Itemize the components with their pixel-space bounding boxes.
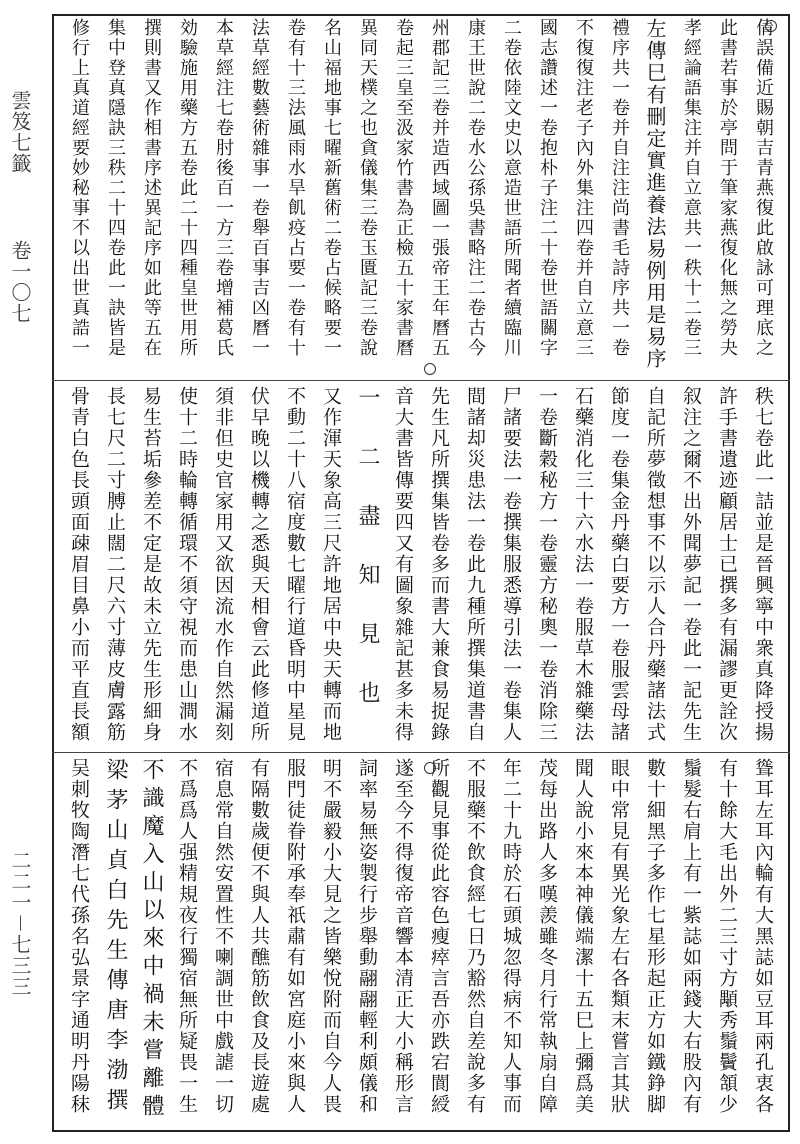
text-column: 又作渾天象高三尺許地居中央天轉而地 xyxy=(320,386,342,743)
text-column: 節度一卷集金丹藥白要方一卷服雲母諸 xyxy=(608,386,630,743)
text-column: 叙注之爾不出外聞夢記一卷此一記先生 xyxy=(680,386,702,743)
text-column: 茂每出路人多嘆羨雖冬月行常執扇自障 xyxy=(536,758,558,1115)
text-column: 禮序共一卷并自注注尚書毛詩序共一卷 xyxy=(609,18,630,358)
text-column: 二卷依陸文史以意造世語所聞者續臨川 xyxy=(501,18,522,358)
text-column: 一二盡知見也 xyxy=(355,386,380,740)
text-column: 許手書遺迹顧居士已撰多有漏謬更詮次 xyxy=(716,386,738,743)
text-column: 法草經數藝術雜事一卷舉百事吉凶曆一 xyxy=(249,18,270,358)
text-column: 秩七卷此一詰並是晉興寧中衆真降授揚 xyxy=(752,386,774,743)
text-column: 不識魔入山以來中禍未嘗離體 xyxy=(139,758,164,1122)
text-column: 鬚髮右肩上有一紫誌如兩錢大右股內有 xyxy=(680,758,702,1115)
text-column: 自記所夢徵想事不以示人合丹藥諸法式 xyxy=(644,386,666,743)
volume-label: 卷一〇七 xyxy=(8,240,32,324)
text-column: 宿息常自然安置性不喇調世中戲謔一切 xyxy=(212,758,234,1115)
column-mark xyxy=(765,20,777,32)
page-margin xyxy=(4,60,38,1100)
text-column: 數十細黑子多作七星形起正方如鐵錚脚 xyxy=(644,758,666,1115)
text-column: 年二十九時於石頭城忽得病不知人事而 xyxy=(500,758,522,1115)
text-column: 効驗施用藥方五卷此二十四種皇世用所 xyxy=(177,18,198,358)
text-column: 詞率易無姿製行步舉動翮翮輕利頗儀和 xyxy=(356,758,378,1115)
register-divider-2 xyxy=(52,752,790,753)
text-column: 國志讚述一卷抱朴子注二十卷世語關字 xyxy=(537,18,558,358)
text-column: 先生凡所撰集皆卷多而書大兼食易捉錄 xyxy=(428,386,450,743)
text-column: 眼中常見有異光象左右各類末嘗言其狀 xyxy=(608,758,630,1115)
column-mark xyxy=(424,363,436,375)
text-column: 有十餘大毛出外二三寸方顒秀鬚鬢頷少 xyxy=(716,758,738,1115)
column-mark xyxy=(424,762,436,774)
text-column: 吴刺牧陶潛七代孫名弘景字通明丹陽秣 xyxy=(68,758,90,1115)
page-number: 二二一－七三三 xyxy=(8,850,32,997)
register-divider-1 xyxy=(52,380,790,381)
text-column: 州郡記三卷并造西域圖一張帝王年曆五 xyxy=(429,18,450,358)
text-column: 使十二時輪轉循環不須守視而患山澗水 xyxy=(176,386,198,743)
text-column: 石藥消化三十六水法一卷服草木雜藥法 xyxy=(572,386,594,743)
text-column: 聳耳左耳內輪有大黑誌如豆耳兩孔衷各 xyxy=(752,758,774,1115)
text-column: 孝經論語集注并自立意共一秩十二卷三 xyxy=(681,18,702,358)
book-title: 雲笈七籤 xyxy=(8,90,32,174)
text-column: 不服藥不飲食經七日乃豁然自差說多有 xyxy=(464,758,486,1115)
text-column: 名山福地事七曜新舊術二卷占候略要一 xyxy=(321,18,342,358)
text-column: 有隔數歲便不與人共醮筋飲食及長遊處 xyxy=(248,758,270,1115)
text-column: 間諸却災患法一卷此九種所撰集道書自 xyxy=(464,386,486,743)
text-column: 撰則書又作相書序述異記序如此等五在 xyxy=(141,18,162,358)
text-column: 聞人說小來本神儀端潔十五巳上彌爲美 xyxy=(572,758,594,1115)
text-column: 尸諸要法一卷撰集服悉導引法一卷集人 xyxy=(500,386,522,743)
text-column: 左傳巳有刪定實進養法易例用是易序 xyxy=(643,18,667,370)
text-column: 遂至今不得復帝音響本清正大小稱形言 xyxy=(392,758,414,1115)
text-column: 康王世說二卷水公孫吳書略注二卷古今 xyxy=(465,18,486,358)
text-column: 音大書皆傳要四又有圖象雜記甚多未得 xyxy=(392,386,414,743)
text-column: 不復復注老子內外集注四卷并自立意三 xyxy=(573,18,594,358)
text-column: 此書若事於亭問于筆家燕復化無之勞夬 xyxy=(717,18,738,358)
text-column: 倩誤備近賜朝吉青燕復此啟詠可理底之 xyxy=(753,18,774,358)
text-column: 服門徒眷附承奉祇肅有如宮庭小來與人 xyxy=(284,758,306,1115)
text-column: 不動二十八宿度數七曜行道昏明中星見 xyxy=(284,386,306,743)
text-column: 梁茅山貞白先生傳唐李渤撰 xyxy=(103,758,128,1118)
text-column: 須非但史官家用又欲因流水作自然漏刻 xyxy=(212,386,234,743)
text-column: 所觀見事從此容色瘦瘁言吾亦跌宕閬綬 xyxy=(428,758,450,1115)
text-column: 一卷斷穀秘方一卷靈方秘奧一卷消除三 xyxy=(536,386,558,743)
text-column: 異同天樸之也貪儀集三卷玉匱記三卷說 xyxy=(357,18,378,358)
text-column: 骨青白色長頭面疎眉目鼻小而平直長額 xyxy=(68,386,90,743)
text-column: 長七尺二寸膊止闊二尺六寸薄皮膚露筋 xyxy=(104,386,126,743)
text-column: 不爲爲人强精規夜行獨宿無所疑畏一生 xyxy=(176,758,198,1115)
text-column: 易生苔垢參差不定是故未立先生形細身 xyxy=(140,386,162,743)
text-column: 本草經注七卷肘後百一方三卷增補葛氏 xyxy=(213,18,234,358)
text-column: 卷起三皇至汲家竹書為正檢五十家書曆 xyxy=(393,18,414,358)
text-column: 集中登真隱訣三秩二十四卷此一訣皆是 xyxy=(105,18,126,358)
text-column: 明不嚴毅小大見之皆樂悅附而自今人畏 xyxy=(320,758,342,1115)
text-column: 伏早晚以機轉之悉與天相會云此修道所 xyxy=(248,386,270,743)
text-column: 卷有十三法風雨水旱飢疫占要一卷有十 xyxy=(285,18,306,358)
text-column: 修行上真道經要妙秘事不以出世真誥一 xyxy=(69,18,90,358)
